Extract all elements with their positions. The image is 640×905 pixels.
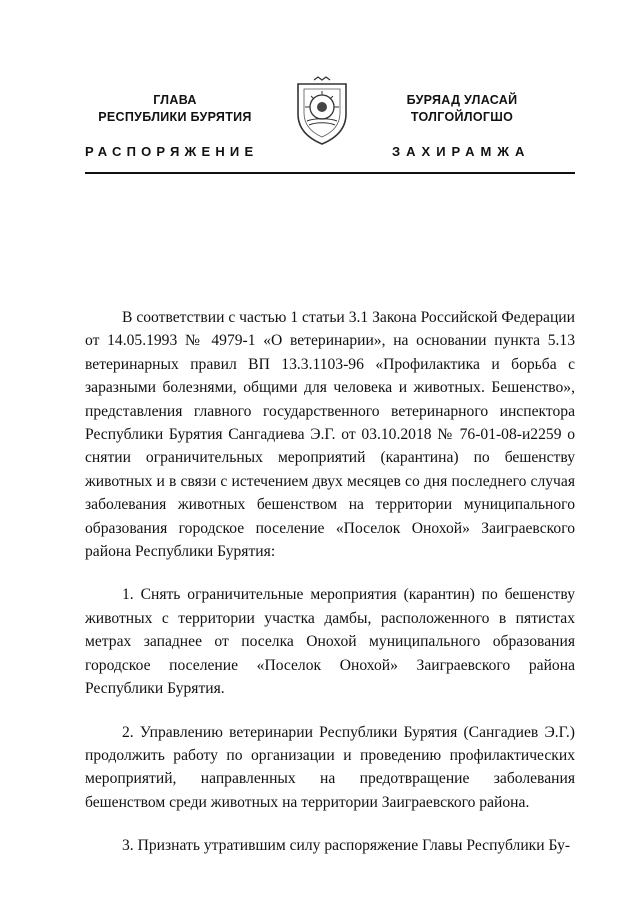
header-right-line1: БУРЯАД УЛАСАЙ [406,93,518,107]
document-body [85,306,575,858]
doc-type-right: ЗАХИРАМЖА [392,144,531,159]
header-left [70,92,280,126]
preamble-paragraph: В соответствии с частью 1 статьи 3.1 Закона Российской Федерации от 14.05.1993 № 4979-1 «О ветеринарии», на основании пункта 5.13 ветеринарных правил ВП 13.3.1103-96 «Профилактика и борьба с заразными болезнями, общими для человека и животных. Бешенство», представления главного государственного ветеринарного инспектора Республики Бурятия Сангадиева Э.Г. от 03.10.2018 № 76-01-08-и2259 о снятии ограничительных мероприятий (карантина) по бешенству животных и в связи с истечением двух месяцев со дня последнего случая заболевания животных бешенством на территории муниципального образования городское поселение «Поселок Онохой» Заиграевского района Республики Бурятия: [85,309,575,561]
doc-type-left: РАСПОРЯЖЕНИЕ [85,144,259,159]
header-left-line1: ГЛАВА [153,93,197,107]
item-1-paragraph: 1. Снять ограничительные мероприятия (карантин) по бешенству животных с территории участка дамбы, расположенного в пятистах метрах западнее от поселка Онохой муниципального образования городское поселение «Поселок Онохой» Заиграевского района Республики Бурятия. [85,586,575,698]
header-divider [85,172,575,174]
header-right-line2: ТОЛГОЙЛОГШО [410,110,514,124]
item-2-paragraph: 2. Управлению ветеринарии Республики Бурятия (Сангадиев Э.Г.) продолжить работу по организации и проведению профилактических мероприятий, направленных на предотвращение заболевания бешенством среди животных на территории Заиграевского района. [85,723,575,811]
coat-of-arms-emblem [294,76,350,146]
header-right [372,92,552,126]
item-3-paragraph: 3. Признать утратившим силу распоряжение Главы Республики Бу- [122,837,571,855]
header-left-line2: РЕСПУБЛИКИ БУРЯТИЯ [98,110,252,124]
